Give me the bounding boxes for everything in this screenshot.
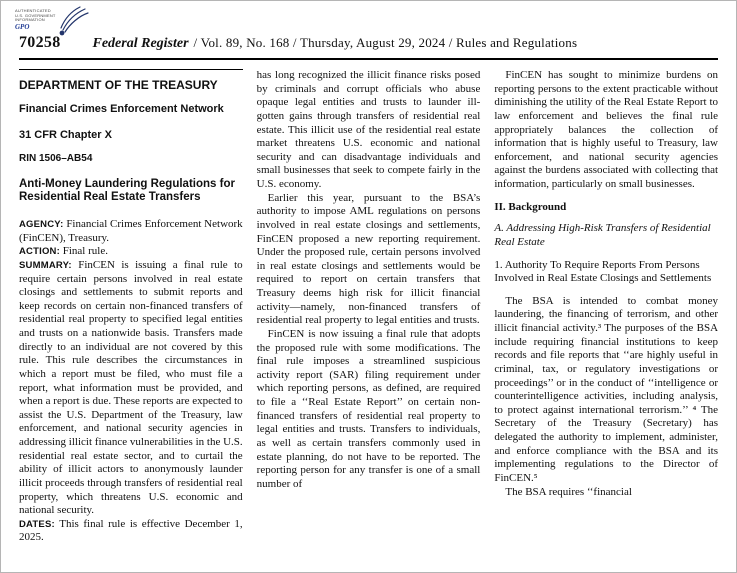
bureau-heading: Financial Crimes Enforcement Network — [19, 103, 224, 116]
action-label: ACTION: — [19, 246, 60, 258]
seal-line-government: U.S. GOVERNMENT — [15, 12, 56, 18]
journal-citation: / Vol. 89, No. 168 / Thursday, August 29, 2024 / Rules and Regulations — [193, 35, 578, 50]
agency-text: Financial Crimes Enforcement Network (FinCEN), Treasury. — [19, 218, 243, 244]
background-heading: II. Background — [494, 200, 567, 213]
gpo-seal — [15, 7, 85, 37]
body-paragraph-bsa-requires: The BSA requires ‘‘financial — [505, 485, 632, 498]
department-heading: DEPARTMENT OF THE TREASURY — [19, 78, 218, 92]
agency-label: AGENCY: — [19, 219, 64, 231]
running-head — [19, 34, 718, 52]
seal-gpo-label: GPO — [15, 22, 30, 31]
agency-paragraph — [19, 218, 243, 245]
column-3 — [494, 69, 718, 572]
page-number: 70258 — [19, 34, 61, 51]
seal-line-information: INFORMATION — [15, 17, 45, 23]
action-text: Final rule. — [62, 245, 108, 258]
dates-label: DATES: — [19, 518, 55, 530]
body-paragraph-burdens: FinCEN has sought to minimize burdens on reporting persons to the extent practicable without diminishing the utility of the Real Estate Report to law enforcement and believes the final rule appropriately balances the collection of information that is highly useful to Treasury, law enforcement, and national security agencies against the burdens associated with collecting that information, particularly on small businesses. — [494, 69, 719, 190]
body-paragraph-bsa-purpose: The BSA is intended to combat money laundering, the financing of terrorism, and other illicit financial activity.³ The purposes of the BSA include requiring financial institutions to keep records and file reports that ‘‘are highly useful in criminal, tax, or regulatory investigations or proceedings’’ or in the conduct of ‘‘intelligence or counterintelligence activities, including analysis, to protect against international terrorism.’’ ⁴ The Secretary of the Treasury (Secretary) has delegated the authority to implement, administer, and enforce compliance with the BSA and its implementing regulations to the Director of FinCEN.⁵ — [494, 294, 719, 484]
summary-label: SUMMARY: — [19, 259, 72, 271]
body-paragraph-final-rule: FinCEN is now issuing a final rule that adopts the proposed rule with some modifications. The final rule imposes a streamlined suspicious activity report (SAR) filing requirement under which reporting persons, as defined, are required to file a ‘‘Real Estate Report’’ on certain non-financed transfers of residential real property to legal entities and trusts. Transfers to individuals, as well as certain transfers commonly used in estate planning, do not have to be reported. The reporting person for any transfer is one of a small number of — [256, 327, 481, 490]
subsection-1-heading: 1. Authority To Require Reports From Persons Involved in Real Estate Closings and Settlements — [494, 258, 712, 285]
header-rule — [19, 58, 718, 60]
body-paragraph-proposed-rule: Earlier this year, pursuant to the BSA’s authority to impose AML regulations on persons involved in real estate closings and settlements, FinCEN proposed a new reporting requirement. Under the proposed rule, certain persons involved in real estate closings and settlements would be required to report on certain transfers that Treasury deems high risk for illicit financial activity—namely, non-financed transfers of residential real property to legal entities and trusts. — [256, 191, 481, 327]
column-layout — [19, 69, 718, 572]
summary-text: FinCEN is issuing a final rule to require certain persons involved in real estate closings and settlements to submit reports and keep records on certain non-financed transfers of residential real property to specified legal entities and trusts on a nationwide basis. Transfers made directly to an individual are not covered by this rule. This rule describes the circumstances in which a report must be filed, who must file a report, what information must be provided, and when a report is due. These reports are expected to assist the U.S. Department of the Treasury, law enforcement, and national security agencies in addressing illicit finance vulnerabilities in the U.S. residential real estate sector, and to curtail the ability of illicit actors to anonymously launder illicit proceeds through transfers of residential real property, which threatens U.S. economic and national security. — [19, 258, 243, 517]
subsection-a-heading: A. Addressing High-Risk Transfers of Residential Real Estate — [494, 222, 711, 248]
body-paragraph-continuation: has long recognized the illicit finance risks posed by criminals and corrupt officials who abuse opaque legal entities and trusts to launder ill-gotten gains through transfers of residential real estate. This illicit use of the residential real estate market threatens U.S. economic and national security and can disadvantage individuals and small businesses that seek to compete fairly in the U.S. economy. — [256, 69, 481, 190]
action-paragraph — [19, 245, 243, 259]
column-2 — [257, 69, 481, 572]
journal-title: Federal Register — [92, 36, 189, 51]
dates-paragraph — [19, 518, 243, 545]
cfr-chapter-heading: 31 CFR Chapter X — [19, 129, 112, 142]
rule-title: Anti-Money Laundering Regulations for Residential Real Estate Transfers — [19, 177, 235, 204]
dates-text: This final rule is effective December 1, 2025. — [19, 517, 243, 544]
summary-paragraph — [19, 259, 243, 518]
seal-line-authenticated: AUTHENTICATED — [15, 8, 51, 13]
document-start-rule — [19, 69, 243, 70]
rin-number: RIN 1506–AB54 — [19, 153, 93, 165]
column-1 — [19, 69, 243, 572]
